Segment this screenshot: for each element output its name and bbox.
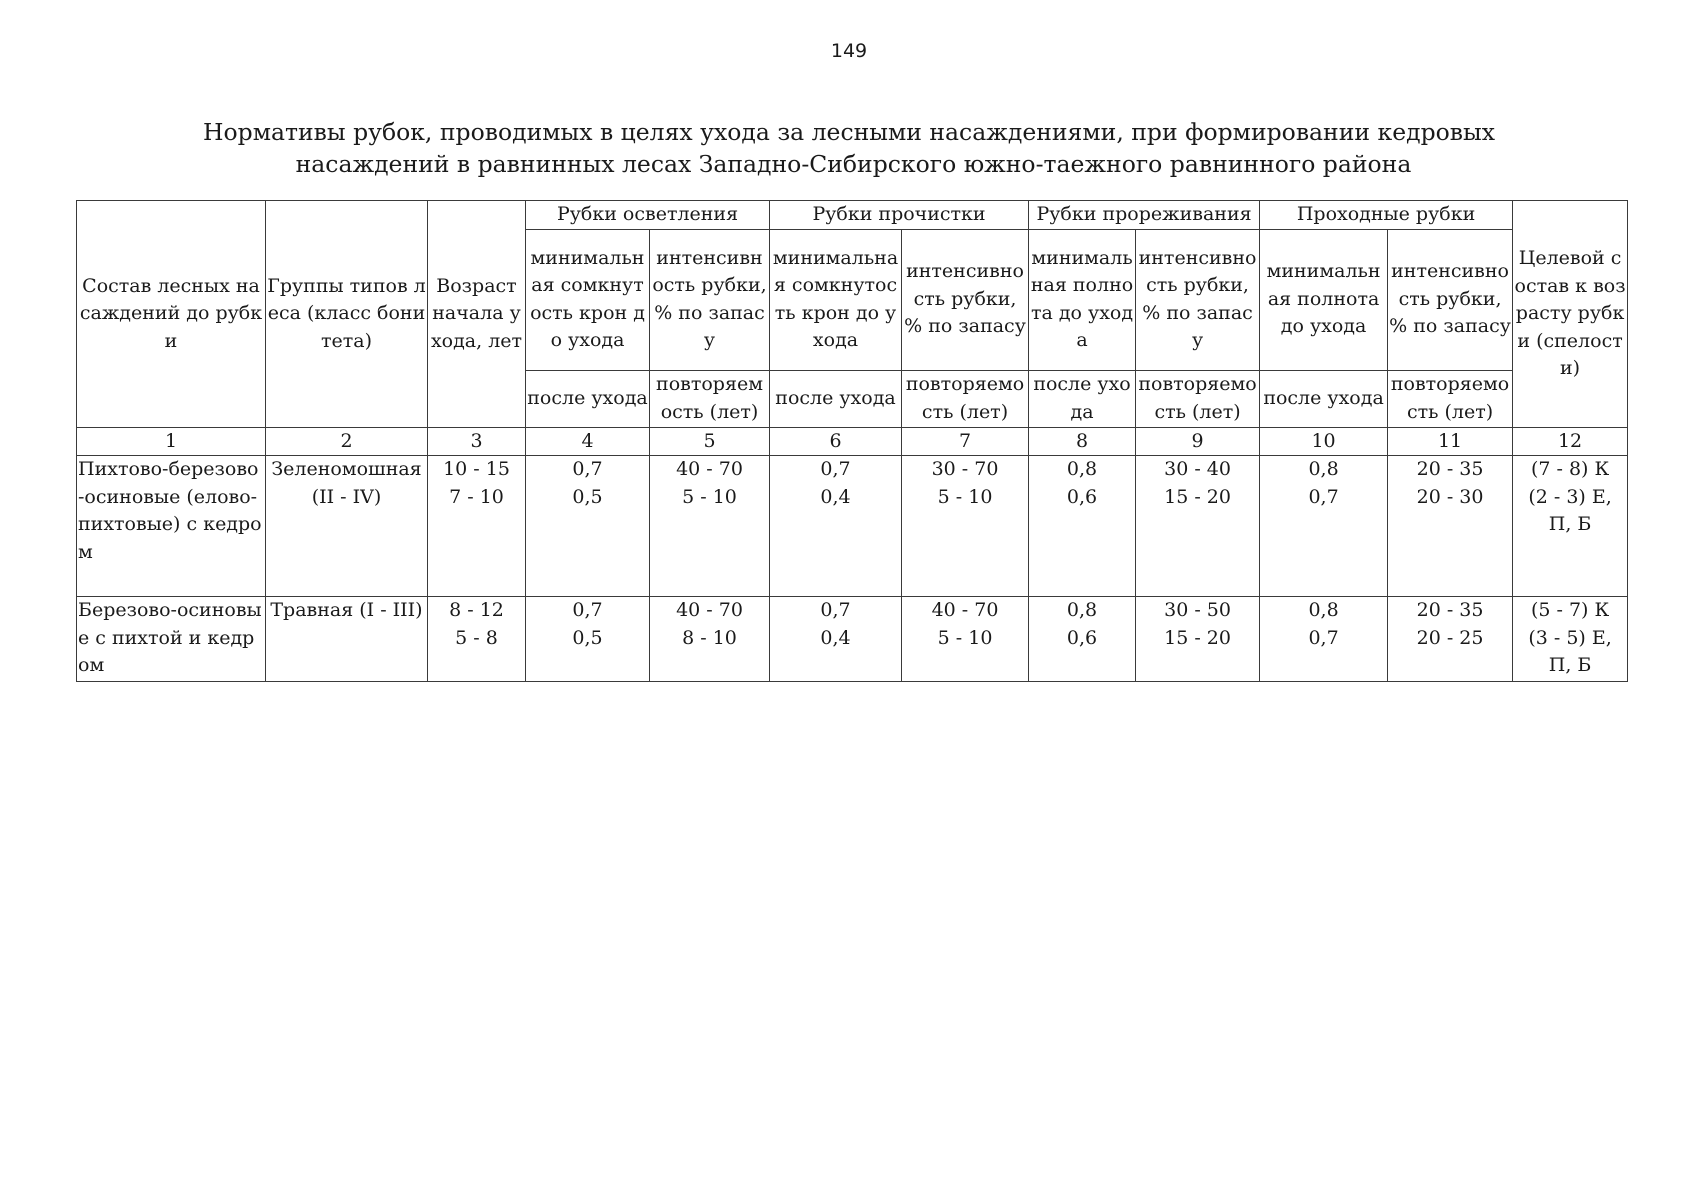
cell-osv-intensity (650, 597, 770, 682)
cell-value: 30 - 40 (1164, 458, 1231, 480)
cell-value: 15 - 20 (1164, 626, 1231, 649)
title-line-1: Нормативы рубок, проводимых в целях ухода за лесными насаждениями, при формировании кедровых (203, 118, 1495, 146)
title-line-2: насаждений в равнинных лесах Западно-Сибирского южно-таежного равнинного района (295, 150, 1412, 178)
cell-value: 5 - 10 (937, 485, 993, 508)
cell-prr-intensity (1136, 597, 1260, 682)
cell-value: 30 - 70 (931, 458, 999, 480)
header-sub-bottom: после ухода (1260, 370, 1388, 427)
cell-composition: Березово-осиновые с пихтой и кедром (77, 597, 266, 682)
cell-forest-type: Травная (I - III) (266, 597, 428, 682)
cell-value: 0,7 (572, 458, 603, 480)
cell-value: 0,5 (572, 485, 603, 508)
cell-value: 8 - 10 (682, 626, 737, 649)
cell-value: 10 - 15 (443, 458, 510, 480)
cell-value: 20 - 35 (1416, 458, 1484, 480)
header-age: Возраст начала ухода, лет (428, 201, 526, 428)
cell-value: 5 - 8 (455, 626, 498, 649)
cell-age (428, 597, 526, 682)
header-sub-bottom: повторяемость (лет) (1388, 370, 1513, 427)
cell-age (428, 456, 526, 597)
header-sub-top: минимальная полнота до ухода (1029, 229, 1136, 370)
cell-prr-fullness (1029, 456, 1136, 597)
column-number: 8 (1029, 427, 1136, 456)
cell-value: (3 - 5) Е, (1528, 626, 1612, 649)
cell-value: 20 - 35 (1416, 599, 1484, 621)
column-number: 5 (650, 427, 770, 456)
column-number: 3 (428, 427, 526, 456)
cell-pro-intensity (902, 456, 1029, 597)
header-forest-type: Группы типов леса (класс бонитета) (266, 201, 428, 428)
column-number: 1 (77, 427, 266, 456)
column-number-row (77, 427, 1628, 456)
header-target: Целевой состав к возрасту рубки (спелости) (1513, 201, 1628, 428)
column-number: 12 (1513, 427, 1628, 456)
cell-value: 0,7 (1308, 485, 1339, 508)
cell-value: 40 - 70 (676, 599, 743, 621)
cell-forest-type: Зеленомошная (II - IV) (266, 456, 428, 597)
cell-value: 0,6 (1066, 626, 1098, 649)
header-group-prohodnye: Проходные рубки (1260, 201, 1513, 230)
column-number: 6 (770, 427, 902, 456)
header-sub-top: интенсивность рубки, % по запасу (650, 229, 770, 370)
cell-value: 40 - 70 (676, 458, 743, 480)
cell-osv-intensity (650, 456, 770, 597)
cell-pro-density (770, 597, 902, 682)
column-number: 11 (1388, 427, 1513, 456)
cell-value: 0,7 (572, 599, 603, 621)
header-sub-bottom: повторяемость (лет) (1136, 370, 1260, 427)
cell-value: 5 - 10 (937, 626, 993, 649)
column-number: 9 (1136, 427, 1260, 456)
column-number: 10 (1260, 427, 1388, 456)
cell-pro-intensity (902, 597, 1029, 682)
cell-value: 20 - 30 (1416, 485, 1484, 508)
column-number: 7 (902, 427, 1029, 456)
page-number: 149 (830, 40, 868, 62)
cell-value: П, Б (1548, 513, 1592, 535)
cell-value: 0,8 (1308, 458, 1339, 480)
cell-value: 5 - 10 (682, 485, 737, 508)
cell-value: 30 - 50 (1164, 599, 1231, 621)
cell-value: 15 - 20 (1164, 485, 1231, 508)
header-sub-top: интенсивность рубки, % по запасу (1136, 229, 1260, 370)
header-sub-top: минимальная сомкнутость крон до ухода (526, 229, 650, 370)
document-title (0, 116, 1698, 180)
cell-value: 40 - 70 (931, 599, 999, 621)
cell-composition: Пихтово-березово-осиновые (елово-пихтовые) с кедром (77, 456, 266, 597)
cell-value: 0,4 (820, 626, 851, 649)
cell-value: 7 - 10 (449, 485, 504, 508)
cell-prr-fullness (1029, 597, 1136, 682)
cell-target (1513, 597, 1628, 682)
cell-osv-density (526, 597, 650, 682)
cell-value: 0,7 (820, 458, 851, 480)
cell-value: (5 - 7) К (1530, 599, 1610, 621)
header-sub-bottom: повторяемость (лет) (902, 370, 1029, 427)
header-sub-bottom: после ухода (526, 370, 650, 427)
header-group-prochistka: Рубки прочистки (770, 201, 1029, 230)
cell-phd-intensity (1388, 456, 1513, 597)
header-group-prorezhivanie: Рубки прореживания (1029, 201, 1260, 230)
cell-value: 0,6 (1066, 485, 1098, 508)
cell-phd-fullness (1260, 597, 1388, 682)
header-composition: Состав лесных насаждений до рубки (77, 201, 266, 428)
column-number: 2 (266, 427, 428, 456)
cell-osv-density (526, 456, 650, 597)
cell-value: 0,7 (820, 599, 851, 621)
cell-prr-intensity (1136, 456, 1260, 597)
cell-value: 0,8 (1066, 599, 1098, 621)
header-sub-top: интенсивность рубки, % по запасу (902, 229, 1029, 370)
table-row (77, 456, 1628, 597)
cell-phd-fullness (1260, 456, 1388, 597)
cell-value: 8 - 12 (449, 599, 504, 621)
cell-value: П, Б (1548, 654, 1592, 676)
header-sub-bottom: после ухода (770, 370, 902, 427)
cell-target (1513, 456, 1628, 597)
cell-value: (2 - 3) Е, (1528, 485, 1612, 508)
cell-value: 0,5 (572, 626, 603, 649)
cell-value: 0,8 (1308, 599, 1339, 621)
norms-table (76, 200, 1628, 682)
header-group-osvetlenie: Рубки осветления (526, 201, 770, 230)
table-row (77, 597, 1628, 682)
header-sub-top: минимальная сомкнутость крон до ухода (770, 229, 902, 370)
cell-value: 0,7 (1308, 626, 1339, 649)
cell-value: 20 - 25 (1416, 626, 1484, 649)
header-sub-bottom: повторяемость (лет) (650, 370, 770, 427)
header-sub-bottom: после ухода (1029, 370, 1136, 427)
cell-pro-density (770, 456, 902, 597)
cell-phd-intensity (1388, 597, 1513, 682)
header-sub-top: минимальная полнота до ухода (1260, 229, 1388, 370)
header-sub-top: интенсивность рубки, % по запасу (1388, 229, 1513, 370)
cell-value: 0,8 (1066, 458, 1098, 480)
header-row-groups (77, 201, 1628, 230)
cell-value: (7 - 8) К (1530, 458, 1610, 480)
cell-value: 0,4 (820, 485, 851, 508)
column-number: 4 (526, 427, 650, 456)
